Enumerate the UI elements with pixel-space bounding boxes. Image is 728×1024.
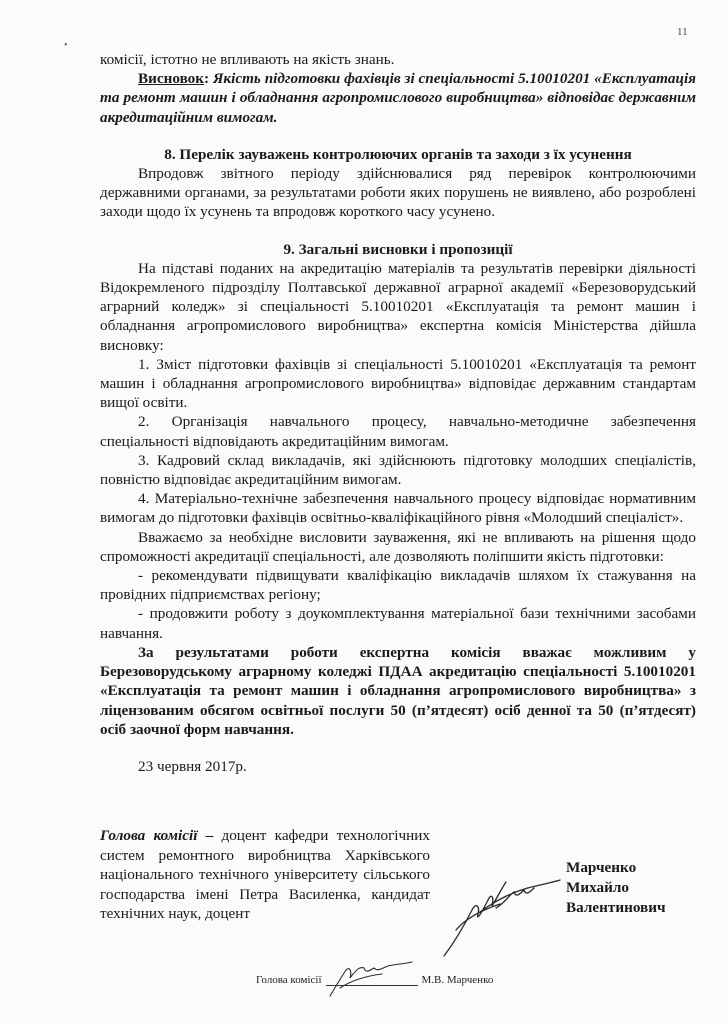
footer-name: М.В. Марченко: [421, 974, 494, 986]
surname: Марченко: [566, 859, 637, 876]
conclusion-paragraph: [100, 69, 696, 127]
conclusion-label: Висновок: [138, 70, 205, 88]
section-8-text: Впродовж звітного періоду здійснювалися ряд перевірок контролюючими державними органами, за результатами роботи яких порушень не виявлено, або розроблені заходи щодо їх усунень та впродовж короткого часу усунено.: [100, 165, 696, 221]
footer-signature: [326, 960, 416, 1000]
scan-mark: •: [64, 40, 68, 51]
remark-item-1: - рекомендувати підвищувати кваліфікацію викладачів шляхом їх стажування на провідних підприємствах регіону;: [100, 567, 696, 604]
patronymic: Валентинович: [566, 899, 666, 916]
body-text: [100, 50, 696, 776]
footer-signature-line: [256, 974, 493, 986]
conclusion-colon: :: [204, 70, 210, 88]
chairman-title: [100, 826, 430, 924]
section-9-heading: 9. Загальні висновки і пропозиції: [283, 240, 513, 258]
signature-block: [100, 826, 696, 924]
page-number: 11: [677, 26, 688, 38]
section-9-intro: На підставі поданих на акредитацію матеріалів та результатів перевірки діяльності Відокремленого підрозділу Полтавської державної аграрної академії «Березоворудський аграрний коледж» зі спеціальності 5.10010201 «Експлуатація та ремонт машин і обладнання агропромислового виробництва» експертна комісія Міністерства дійшла висновку:: [100, 259, 696, 354]
conclusion-item-3: 3. Кадровий склад викладачів, які здійснюють підготовку молодших спеціалістів, повністю відповідає акредитаційним вимогам.: [100, 451, 696, 489]
chairman-name: [566, 858, 666, 918]
final-conclusion: За результатами роботи експертна комісія вважає можливим у Березоворудському аграрному коледжі ПДАА акредитацію спеціальності 5.10010201 «Експлуатація та ремонт машин і обладнання агропромислового виробництва» з ліцензованим обсягом освітньої послуги 50 (п’ятдесят) осіб денної та 50 (п’ятдесят) осіб заочної форм навчання.: [100, 643, 696, 738]
remarks-intro: Вважаємо за необхідне висловити зауваження, які не впливають на рішення щодо спроможності акредитації спеціальності, але дозволяють поліпшити якість підготовки:: [100, 528, 696, 565]
first-name: Михайло: [566, 879, 629, 896]
chairman-position: доцент кафедри технологічних систем ремонтного виробництва Харківського національного технічного університету сільського господарства імені Петра Василенка, кандидат технічних наук, доцент: [100, 827, 431, 923]
conclusion-item-2: 2. Організація навчального процесу, навчально-методичне забезпечення спеціальності відповідають акредитаційним вимогам.: [100, 413, 696, 450]
remark-item-2: - продовжити роботу з доукомплектування матеріальної бази технічними засобами навчання.: [100, 605, 696, 642]
conclusion-item-4: 4. Матеріально-технічне забезпечення навчального процесу відповідає нормативним вимогам до підготовки фахівців освітньо-кваліфікаційного рівня «Молодший спеціаліст».: [100, 490, 696, 527]
conclusion-text: Якість підготовки фахівців зі спеціальності 5.10010201 «Експлуатація та ремонт машин і обладнання агропромислового виробництва» відповідає державним акредитаційним вимогам.: [100, 70, 696, 126]
handwritten-signature: [436, 852, 566, 962]
document-date: 23 червня 2017р.: [138, 757, 247, 775]
section-8-heading: 8. Перелік зауважень контролюючих органів та заходи з їх усунення: [164, 145, 632, 163]
footer-label: Голова комісії: [256, 974, 322, 986]
conclusion-item-1: 1. Зміст підготовки фахівців зі спеціальності 5.10010201 «Експлуатація та ремонт машин і обладнання агропромислового виробництва» відповідає державним стандартам вищої освіти.: [100, 355, 696, 412]
chairman-label: Голова комісії: [100, 827, 198, 844]
chairman-dash: –: [197, 827, 214, 844]
paragraph-intro: комісії, істотно не впливають на якість знань.: [100, 51, 395, 68]
